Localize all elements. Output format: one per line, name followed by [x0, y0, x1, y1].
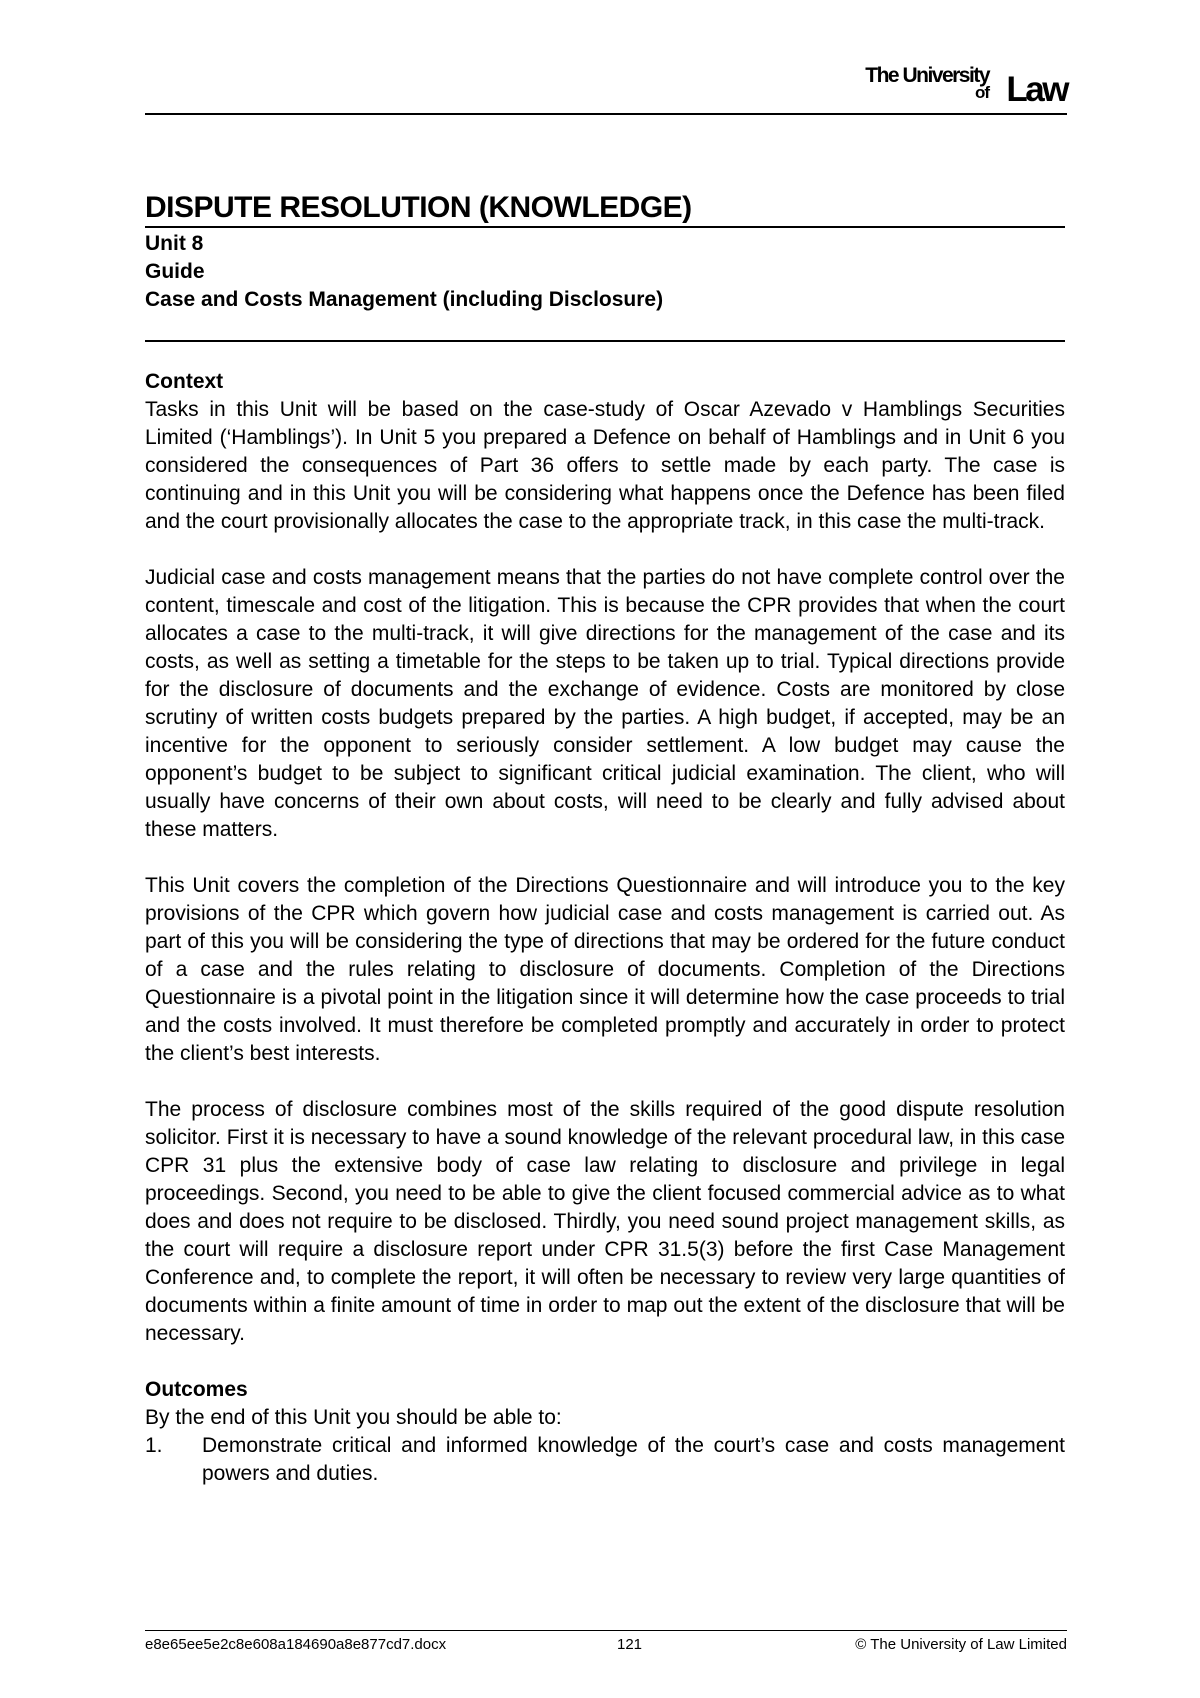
logo-word-law: Law [1006, 70, 1067, 109]
header-divider [145, 113, 1067, 115]
document-body [145, 190, 1065, 1488]
document-subtitle: Case and Costs Management (including Disclosure) [145, 288, 664, 311]
outcomes-heading: Outcomes [145, 1378, 248, 1401]
footer-divider [145, 1630, 1067, 1631]
context-paragraph: Tasks in this Unit will be based on the case-study of Oscar Azevado v Hamblings Securities Limited (‘Hamblings’). In Unit 5 you prepared a Defence on behalf of Hamblings and in Unit 6 you considered the consequences of Part 36 offers to settle made by each party. The case is continuing and in this Unit you will be considering what happens once the Defence has been filed and the court provisionally allocates the case to the appropriate track, in this case the multi-track. [145, 398, 1065, 533]
footer-page-number: 121 [617, 1636, 643, 1653]
context-paragraph: This Unit covers the completion of the Directions Questionnaire and will introduce you to the key provisions of the CPR which govern how judicial case and costs management is carried out. As part of this you will be considering the type of directions that may be ordered for the future conduct of a case and the rules relating to disclosure of documents. Completion of the Directions Questionnaire is a pivotal point in the litigation since it will determine how the case proceeds to trial and the costs involved. It must therefore be completed promptly and accurately in order to protect the client’s best interests. [145, 874, 1065, 1065]
outcomes-intro: By the end of this Unit you should be able to: [145, 1406, 562, 1429]
logo-line-university: The University [865, 64, 989, 87]
footer-copyright: © The University of Law Limited [855, 1636, 1067, 1653]
logo-line-of: of [974, 83, 989, 102]
outcome-item [145, 1432, 1065, 1488]
context-paragraph: The process of disclosure combines most of the skills required of the good dispute resolution solicitor. First it is necessary to have a sound knowledge of the relevant procedural law, in this case CPR 31 plus the extensive body of case law relating to disclosure and privilege in legal proceedings. Second, you need to be able to give the client focused commercial advice as to what does and does not require to be disclosed. Thirdly, you need sound project management skills, as the court will require a disclosure report under CPR 31.5(3) before the first Case Management Conference and, to complete the report, it will often be necessary to review very large quantities of documents within a finite amount of time in order to map out the extent of the disclosure that will be necessary. [145, 1098, 1065, 1345]
outcome-text: Demonstrate critical and informed knowledge of the court’s case and costs management powers and duties. [202, 1434, 1065, 1485]
page-footer [145, 1636, 1067, 1656]
context-paragraph: Judicial case and costs management means that the parties do not have complete control over the content, timescale and cost of the litigation. This is because the CPR provides that when the court allocates a case to the multi-track, it will give directions for the management of the case and its costs, as well as setting a timetable for the steps to be taken up to trial. Typical directions provide for the disclosure of documents and the exchange of evidence. Costs are monitored by close scrutiny of written costs budgets prepared by the parties. A high budget, if accepted, may be an incentive for the opponent to seriously consider settlement. A low budget may cause the opponent’s budget to be subject to significant critical judicial examination. The client, who will usually have concerns of their own about costs, will need to be clearly and fully advised about these matters. [145, 566, 1065, 841]
document-meta [145, 230, 1065, 342]
document-type: Guide [145, 260, 205, 283]
unit-label: Unit 8 [145, 232, 204, 255]
context-heading: Context [145, 370, 224, 393]
university-logo [857, 64, 1067, 110]
outcome-number: 1. [145, 1434, 163, 1457]
footer-filename: e8e65ee5e2c8e608a184690a8e877cd7.docx [145, 1636, 447, 1653]
document-title: DISPUTE RESOLUTION (KNOWLEDGE) [145, 190, 1065, 228]
